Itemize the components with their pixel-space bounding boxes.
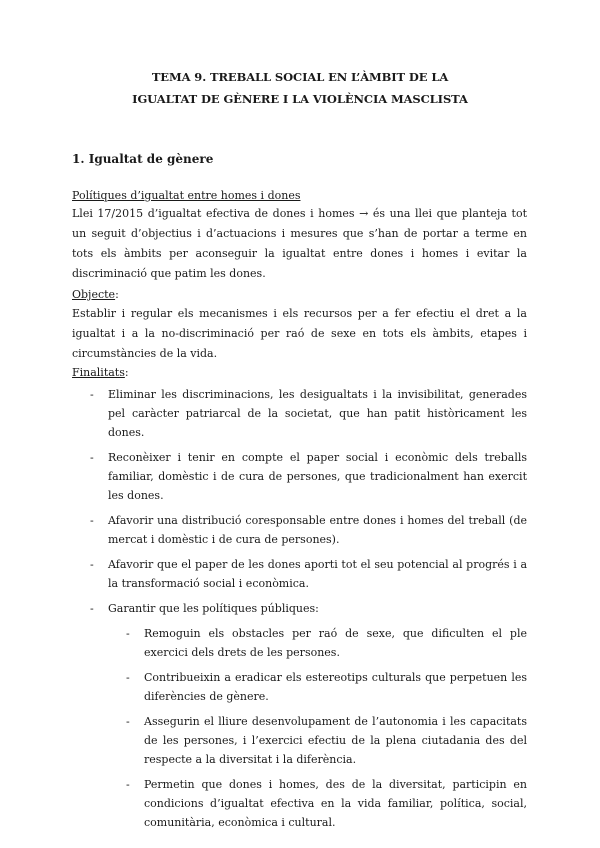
list-item: - Afavorir una distribució coresponsable entre dones i homes del treball (de mercat i domèstic i de cura de persones). bbox=[72, 511, 527, 549]
sublist bbox=[108, 624, 527, 832]
finalitats-list bbox=[72, 385, 527, 832]
list-item-text: Garantir que les polítiques públiques: bbox=[108, 602, 319, 615]
document-title-line-1: TEMA 9. TREBALL SOCIAL EN L’ÀMBIT DE LA bbox=[151, 70, 449, 84]
list-item: - Eliminar les discriminacions, les desigualtats i la invisibilitat, generades pel caràcter patriarcal de la societat, que han patit històricament les dones. bbox=[72, 385, 527, 442]
finalitats-label: Finalitats bbox=[72, 366, 125, 379]
section-heading: 1. Igualtat de gènere bbox=[72, 152, 214, 166]
list-item bbox=[72, 599, 527, 832]
finalitats-heading bbox=[72, 366, 129, 379]
sublist-item: - Contribueixin a eradicar els estereotips culturals que perpetuen les diferències de gènere. bbox=[108, 668, 527, 706]
list-item: - Afavorir que el paper de les dones aporti tot el seu potencial al progrés i a la transformació social i econòmica. bbox=[72, 555, 527, 593]
politiques-paragraph: Llei 17/2015 d’igualtat efectiva de dones i homes → és una llei que planteja tot un seguit d’objectius i d’actuacions i mesures que s’han de portar a terme en tots els àmbits per aconseguir la igualtat entre dones i homes i evitar la discriminació que patim les dones. bbox=[72, 207, 527, 280]
document-title-line-2: IGUALTAT DE GÈNERE I LA VIOLÈNCIA MASCLISTA bbox=[132, 92, 468, 106]
list-item: - Reconèixer i tenir en compte el paper social i econòmic dels treballs familiar, domèstic i de cura de persones, que tradicionalment han exercit les dones. bbox=[72, 448, 527, 505]
sublist-item: - Permetin que dones i homes, des de la diversitat, participin en condicions d’igualtat efectiva en la vida familiar, política, social, comunitària, econòmica i cultural. bbox=[108, 775, 527, 832]
objecte-colon: : bbox=[115, 288, 119, 301]
objecte-heading bbox=[72, 288, 119, 301]
sublist-item: - Remoguin els obstacles per raó de sexe, que dificulten el ple exercici dels drets de les persones. bbox=[108, 624, 527, 662]
objecte-label: Objecte bbox=[72, 288, 116, 301]
sublist-item: - Assegurin el lliure desenvolupament de l’autonomia i les capacitats de les persones, i l’exercici efectiu de la plena ciutadania des del respecte a la diversitat i la diferència. bbox=[108, 712, 527, 769]
finalitats-colon: : bbox=[124, 366, 129, 379]
objecte-paragraph: Establir i regular els mecanismes i els recursos per a fer efectiu el dret a la igualtat i a la no-discriminació per raó de sexe en tots els àmbits, etapes i circumstàncies de la vida. bbox=[72, 307, 527, 360]
politiques-heading: Polítiques d’igualtat entre homes i dones bbox=[72, 189, 301, 202]
